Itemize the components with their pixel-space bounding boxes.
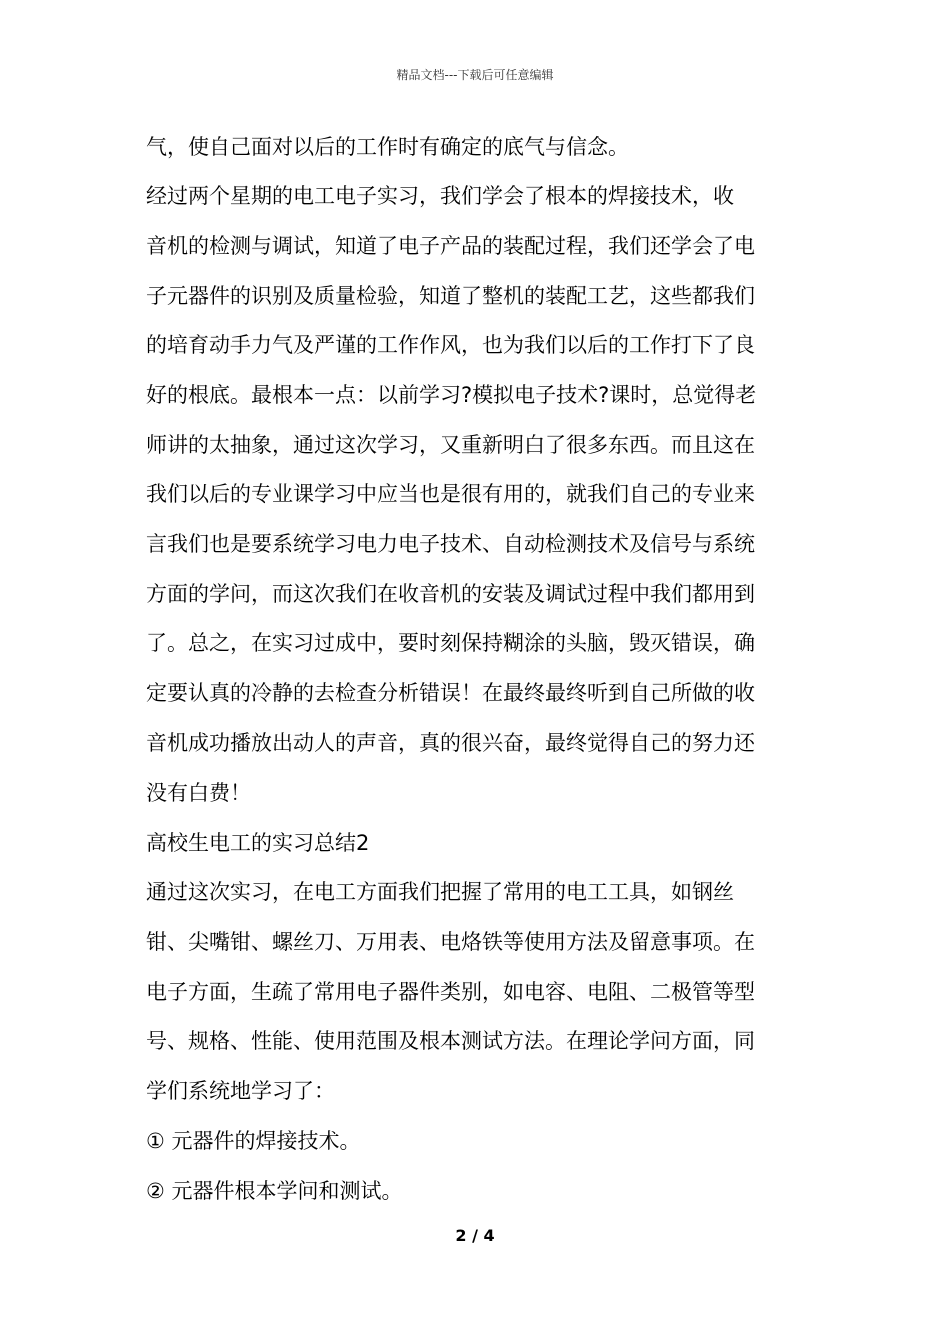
text-line: 经过两个星期的电工电子实习，我们学会了根本的焊接技术，收 bbox=[146, 184, 734, 208]
text-line: 号、规格、性能、使用范围及根本测试方法。在理论学问方面，同 bbox=[146, 1029, 755, 1053]
list-item: ② 元器件根本学问和测试。 bbox=[146, 1179, 403, 1203]
text-line: 了。总之，在实习过成中，要时刻保持糊涂的头脑，毁灭错误，确 bbox=[146, 631, 755, 655]
text-line: 没有白费！ bbox=[146, 781, 251, 805]
text-line: 电子方面，生疏了常用电子器件类别，如电容、电阻、二极管等型 bbox=[146, 980, 755, 1004]
page-header: 精品文档---下载后可任意编辑 bbox=[396, 68, 554, 82]
text-line: 钳、尖嘴钳、螺丝刀、万用表、电烙铁等使用方法及留意事项。在 bbox=[146, 930, 755, 954]
text-line: 好的根底。最根本一点：以前学习?模拟电子技术?课时，总觉得老 bbox=[146, 383, 757, 407]
text-line: 定要认真的冷静的去检查分析错误！在最终最终听到自己所做的收 bbox=[146, 681, 755, 705]
page-indicator: 2 / 4 bbox=[455, 1226, 495, 1245]
text-line: 子元器件的识别及质量检验，知道了整机的装配工艺，这些都我们 bbox=[146, 284, 755, 308]
text-line: 通过这次实习，在电工方面我们把握了常用的电工工具，如钢丝 bbox=[146, 880, 734, 904]
section-heading: 高校生电工的实习总结2 bbox=[146, 831, 370, 855]
text-line: 音机的检测与调试，知道了电子产品的装配过程，我们还学会了电 bbox=[146, 234, 755, 258]
text-line: 方面的学问，而这次我们在收音机的安装及调试过程中我们都用到 bbox=[146, 582, 755, 606]
text-line: 我们以后的专业课学习中应当也是很有用的，就我们自己的专业来 bbox=[146, 482, 755, 506]
text-line: 气，使自己面对以后的工作时有确定的底气与信念。 bbox=[146, 135, 629, 159]
text-line: 师讲的太抽象，通过这次学习，又重新明白了很多东西。而且这在 bbox=[146, 433, 755, 457]
list-item: ① 元器件的焊接技术。 bbox=[146, 1129, 361, 1153]
text-line: 言我们也是要系统学习电力电子技术、自动检测技术及信号与系统 bbox=[146, 532, 755, 556]
text-line: 的培育动手力气及严谨的工作作风，也为我们以后的工作打下了良 bbox=[146, 333, 755, 357]
text-line: 学们系统地学习了： bbox=[146, 1079, 335, 1103]
text-line: 音机成功播放出动人的声音，真的很兴奋，最终觉得自己的努力还 bbox=[146, 731, 755, 755]
